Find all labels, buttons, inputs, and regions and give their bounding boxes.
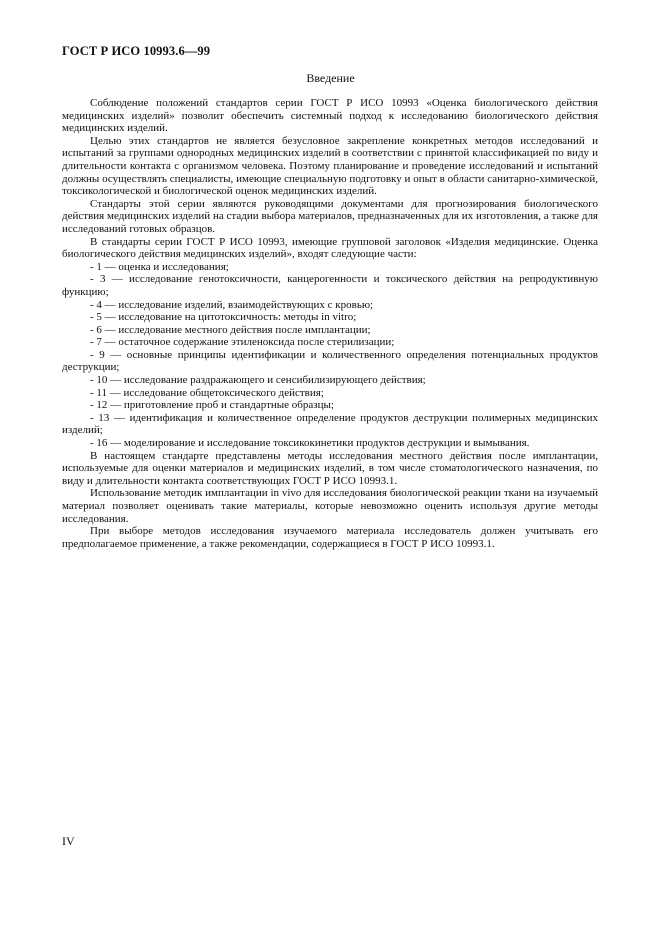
list-item: - 3 — исследование генотоксичности, канцерогенности и токсического действия на репродуктивную функцию; bbox=[62, 273, 598, 298]
list-item: - 9 — основные принципы идентификации и количественного определения потенциальных продуктов деструкции; bbox=[62, 348, 598, 374]
list-item: - 1 — оценка и исследования; bbox=[90, 260, 229, 273]
list-item: - 6 — исследование местного действия после имплантации; bbox=[90, 323, 371, 336]
section-title: Введение bbox=[306, 71, 355, 85]
list-item: - 4 — исследование изделий, взаимодействующих с кровью; bbox=[90, 298, 374, 311]
paragraph: Стандарты этой серии являются руководящими документами для прогнозирования биологического действия медицинских изделий на стадии выбора материалов, предназначенных для их изготовления, а также для исследований готовых образцов. bbox=[62, 197, 598, 235]
list-item: - 7 — остаточное содержание этиленоксида после стерилизации; bbox=[90, 336, 395, 349]
paragraph: Соблюдение положений стандартов серии ГОСТ Р ИСО 10993 «Оценка биологического действия медицинских изделий» позволит обеспечить системный подход к исследованию биологического действия медицинских изделий. bbox=[62, 97, 598, 135]
page-number: IV bbox=[62, 834, 75, 848]
document-code: ГОСТ Р ИСО 10993.6—99 bbox=[62, 44, 211, 58]
paragraph: В настоящем стандарте представлены методы исследования местного действия после имплантации, используемые для оценки материалов и медицинских изделий, в том числе стоматологического назначения, по виду и длительности контакта соответствующих ГОСТ Р ИСО 10993.1. bbox=[62, 449, 598, 487]
paragraph: Использование методик имплантации in vivo для исследования биологической реакции ткани на изучаемый материал позволяет оценивать такие материалы, которые невозможно оценить используя другие методы исследования. bbox=[62, 487, 598, 525]
list-item: - 16 — моделирование и исследование токсикокинетики продуктов деструкции и вымывания. bbox=[90, 437, 530, 450]
paragraph: В стандарты серии ГОСТ Р ИСО 10993, имеющие групповой заголовок «Изделия медицинские. Оценка биологического действия медицинских изделий», входят следующие части: bbox=[62, 235, 598, 261]
introduction-body bbox=[62, 97, 598, 550]
list-item: - 11 — исследование общетоксического действия; bbox=[90, 386, 324, 399]
paragraph: Целью этих стандартов не является безусловное закрепление конкретных методов исследований и испытаний за группами однородных медицинских изделий в соответствии с принятой классификацией по виду и длительности контакта с организмом человека. Поэтому планирование и проведение исследований и испытаний должны осуществлять специалисты, имеющие специальную подготовку и опыт в области санитарно-химической, токсикологической и биологической оценок медицинских изделий. bbox=[62, 134, 598, 198]
list-item: - 12 — приготовление проб и стандартные образцы; bbox=[90, 399, 334, 412]
list-item: - 5 — исследование на цитотоксичность: методы in vitro; bbox=[90, 311, 357, 324]
paragraph: При выборе методов исследования изучаемого материала исследователь должен учитывать его предполагаемое применение, а также рекомендации, содержащиеся в ГОСТ Р ИСО 10993.1. bbox=[62, 525, 598, 550]
list-item: - 10 — исследование раздражающего и сенсибилизирующего действия; bbox=[90, 374, 426, 387]
list-item: - 13 — идентификация и количественное определение продуктов деструкции полимерных медицинских изделий; bbox=[62, 411, 598, 437]
